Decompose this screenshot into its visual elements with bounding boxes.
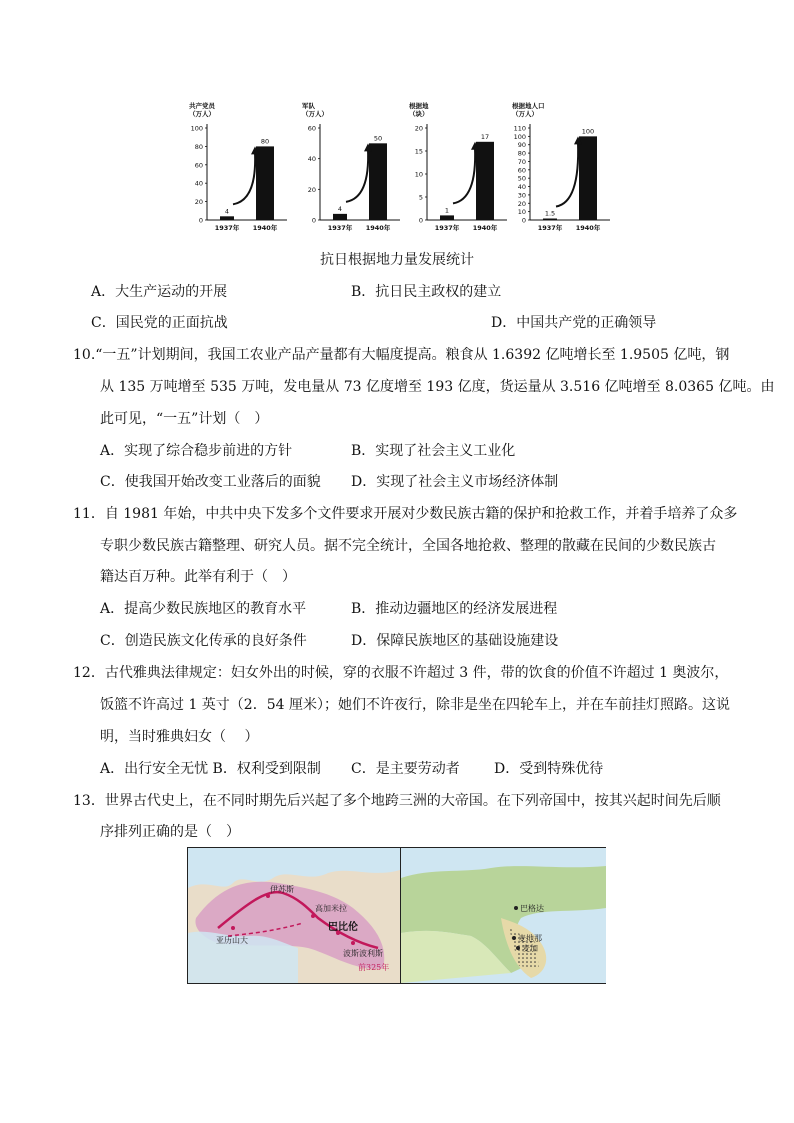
- x-tick-label: 1940年: [472, 224, 498, 232]
- chart-population: [508, 100, 618, 240]
- y-tick-label: 0: [418, 216, 423, 225]
- bar: [220, 216, 234, 220]
- q10-stem-line1: 10.“一五”计划期间，我国工农业产品产量都有大幅度提高。粮食从 1.6392 亿吨增长至 1.9505 亿吨，钢: [73, 347, 730, 363]
- q11-option-b: B．推动边疆地区的经济发展进程: [351, 601, 558, 617]
- map1-place-0: 伊苏斯: [270, 885, 294, 894]
- q10-option-c: C．使我国开始改变工业落后的面貌: [100, 474, 321, 490]
- y-tick-label: 5: [418, 193, 423, 202]
- q12-stem-line1: 12．古代雅典法律规定：妇女外出的时候，穿的衣服不许超过 3 件，带的饮食的价值不许超过 1 奥波尔，: [73, 665, 729, 681]
- y-tick-label: 40: [307, 155, 316, 164]
- y-tick-label: 40: [517, 183, 526, 192]
- y-tick-label: 80: [194, 142, 203, 151]
- y-tick-label: 60: [194, 161, 203, 170]
- q9-option-c: C．国民党的正面抗战: [91, 315, 228, 331]
- map1-place-3: 波斯波利斯: [343, 949, 383, 958]
- map2-place-0: 巴格达: [520, 904, 544, 913]
- data-label: 100: [581, 127, 595, 136]
- q9-option-b: B．抗日民主政权的建立: [351, 284, 502, 300]
- y-tick-label: 30: [517, 191, 526, 200]
- q11-stem-line3: 籍达百万种。此举有利于（ ）: [100, 569, 296, 585]
- growth-arrow: [346, 149, 368, 202]
- q11-option-c: C．创造民族文化传承的良好条件: [100, 633, 307, 649]
- q12-option-ab: A．出行安全无忧 B．权利受到限制: [100, 761, 321, 777]
- data-label: 50: [373, 134, 383, 143]
- x-tick-label: 1940年: [575, 224, 601, 232]
- y-tick-label: 20: [517, 199, 526, 208]
- q12-stem-line2: 饭篮不许高过 1 英寸（2．54 厘米）；她们不许夜行，除非是坐在四轮车上，并在车前挂灯照路。这说: [100, 697, 730, 713]
- q10-option-d: D．实现了社会主义市场经济体制: [351, 474, 559, 490]
- y-axis-label: （万人）: [512, 110, 538, 118]
- y-axis-label: 根据地: [409, 102, 429, 110]
- q9-option-d: D．中国共产党的正确领导: [491, 315, 657, 331]
- chart-svg: [298, 100, 408, 240]
- y-axis-label: 根据地人口: [512, 102, 545, 110]
- y-tick-label: 0: [311, 216, 316, 225]
- y-tick-label: 15: [414, 147, 423, 156]
- y-tick-label: 20: [194, 198, 203, 207]
- bar: [476, 142, 494, 220]
- chart-army: [298, 100, 408, 240]
- chart-bases: [405, 100, 515, 240]
- q11-stem-line2: 专职少数民族古籍整理、研究人员。据不完全统计，全国各地抢救、整理的散藏在民间的少数民族古: [100, 538, 716, 554]
- data-label: 17: [480, 132, 490, 141]
- map1-route-label: 前325年: [358, 963, 390, 972]
- map1-place-1: 高加米拉: [315, 904, 347, 913]
- x-tick-label: 1940年: [252, 224, 278, 232]
- bar: [333, 214, 347, 220]
- growth-arrow: [233, 152, 255, 204]
- map2-place-2: 麦加: [522, 944, 538, 953]
- q13-stem-line1: 13．世界古代史上，在不同时期先后兴起了多个地跨三洲的大帝国。在下列帝国中，按其兴起时间先后顺: [73, 793, 721, 809]
- map-panel: [187, 847, 606, 984]
- bar: [369, 143, 387, 220]
- q13-stem-line2: 序排列正确的是（ ）: [100, 824, 240, 840]
- y-tick-label: 100: [190, 124, 203, 133]
- q10-stem-line3: 此可见，“一五”计划（ ）: [100, 411, 269, 427]
- y-tick-label: 10: [414, 170, 423, 179]
- y-axis-label: （万人）: [302, 110, 328, 118]
- q12-option-d: D．受到特殊优待: [494, 761, 604, 777]
- bar: [256, 146, 274, 220]
- q9-option-a: A．大生产运动的开展: [91, 284, 228, 300]
- y-tick-label: 20: [307, 185, 316, 194]
- bar: [440, 215, 454, 220]
- map-alexander-empire: [188, 848, 400, 983]
- x-tick-label: 1940年: [365, 224, 391, 232]
- y-tick-label: 110: [513, 124, 526, 133]
- chart-party-members: [185, 100, 295, 240]
- x-tick-label: 1937年: [434, 224, 460, 232]
- q10-stem-line2: 从 135 万吨增至 535 万吨，发电量从 73 亿度增至 193 亿度，货运量从 3.516 亿吨增至 8.0365 亿吨。由: [100, 379, 775, 395]
- bar: [543, 219, 557, 221]
- x-tick-label: 1937年: [537, 224, 563, 232]
- y-tick-label: 20: [414, 124, 423, 133]
- y-tick-label: 0: [198, 216, 203, 225]
- q11-option-a: A．提高少数民族地区的教育水平: [100, 601, 307, 617]
- growth-arrow: [556, 142, 578, 206]
- data-label: 80: [260, 137, 270, 146]
- map1-place-4: 亚历山大: [216, 936, 248, 945]
- chart-svg: [405, 100, 515, 240]
- q10-option-b: B．实现了社会主义工业化: [351, 443, 516, 459]
- chart-svg: [508, 100, 618, 240]
- q12-stem-line3: 明，当时雅典妇女（ ）: [100, 729, 259, 745]
- growth-arrow: [453, 148, 475, 204]
- y-axis-label: （万人）: [189, 110, 215, 118]
- y-tick-label: 80: [517, 149, 526, 158]
- x-tick-label: 1937年: [327, 224, 353, 232]
- y-tick-label: 10: [517, 208, 526, 217]
- q12-option-c: C．是主要劳动者: [351, 761, 460, 777]
- bar: [579, 136, 597, 220]
- data-label: 1: [444, 206, 450, 215]
- map-arab-empire: [401, 848, 606, 983]
- y-tick-label: 60: [307, 124, 316, 133]
- chart-caption: 抗日根据地力量发展统计: [320, 252, 474, 268]
- y-tick-label: 0: [521, 216, 526, 225]
- q11-stem-line1: 11．自 1981 年始，中共中央下发多个文件要求开展对少数民族古籍的保护和抢救工作，并着手培养了众多: [73, 506, 738, 522]
- y-tick-label: 70: [517, 157, 526, 166]
- data-label: 1.5: [544, 209, 556, 218]
- q10-option-a: A．实现了综合稳步前进的方针: [100, 443, 293, 459]
- q11-option-d: D．保障民族地区的基础设施建设: [351, 633, 559, 649]
- y-axis-label: （块）: [409, 110, 429, 118]
- y-axis-label: 共产党员: [189, 102, 215, 110]
- y-tick-label: 90: [517, 141, 526, 150]
- y-tick-label: 50: [517, 174, 526, 183]
- data-label: 4: [337, 204, 343, 213]
- y-tick-label: 40: [194, 179, 203, 188]
- x-tick-label: 1937年: [214, 224, 240, 232]
- y-axis-label: 军队: [302, 102, 315, 110]
- data-label: 4: [224, 207, 230, 216]
- chart-svg: [185, 100, 295, 240]
- y-tick-label: 100: [513, 132, 526, 141]
- map1-place-2: 巴比伦: [328, 922, 358, 933]
- map2-place-1: 麦地那: [518, 934, 542, 943]
- y-tick-label: 60: [517, 166, 526, 175]
